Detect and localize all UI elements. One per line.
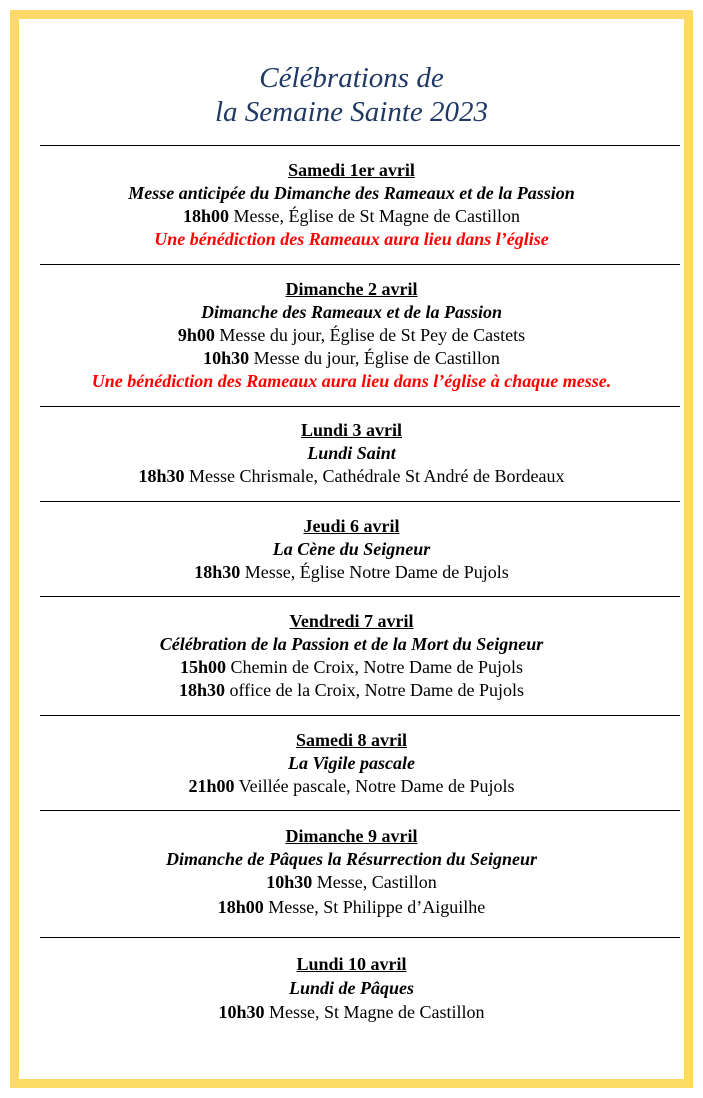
event-text: Messe, St Philippe d’Aiguilhe bbox=[263, 897, 486, 917]
section-samedi-8-avril bbox=[19, 729, 684, 798]
section-day: Samedi 1er avril bbox=[288, 160, 415, 180]
section-subtitle: Messe anticipée du Dimanche des Rameaux et de la Passion bbox=[128, 183, 575, 203]
event-time: 18h30 bbox=[194, 562, 241, 582]
event-line bbox=[19, 896, 684, 919]
event-time: 9h00 bbox=[177, 325, 215, 345]
event-text: Messe, Église Notre Dame de Pujols bbox=[240, 562, 509, 582]
event-time: 18h30 bbox=[138, 466, 185, 486]
section-subtitle: La Vigile pascale bbox=[288, 753, 415, 773]
event-line bbox=[19, 775, 684, 798]
section-subtitle: Célébration de la Passion et de la Mort du Seigneur bbox=[159, 634, 544, 654]
section-lundi-10-avril bbox=[19, 953, 684, 1024]
divider bbox=[40, 501, 680, 502]
divider bbox=[40, 596, 680, 597]
section-day: Lundi 3 avril bbox=[300, 420, 403, 440]
title-line-2: la Semaine Sainte 2023 bbox=[214, 96, 489, 128]
section-day: Lundi 10 avril bbox=[296, 954, 407, 974]
event-line bbox=[19, 205, 684, 228]
event-text: Messe Chrismale, Cathédrale St André de Bordeaux bbox=[184, 466, 565, 486]
event-text: Messe, Castillon bbox=[312, 872, 437, 892]
section-day: Dimanche 9 avril bbox=[285, 826, 418, 846]
section-subtitle: Lundi Saint bbox=[307, 443, 396, 463]
section-dimanche-9-avril bbox=[19, 825, 684, 919]
section-note: Une bénédiction des Rameaux aura lieu dans l’église bbox=[154, 229, 549, 249]
divider bbox=[40, 264, 680, 265]
event-line bbox=[19, 679, 684, 702]
event-time: 18h00 bbox=[183, 206, 230, 226]
event-line bbox=[19, 561, 684, 584]
event-text: Messe, Église de St Magne de Castillon bbox=[229, 206, 520, 226]
event-line bbox=[19, 1001, 684, 1024]
section-day: Vendredi 7 avril bbox=[289, 611, 414, 631]
event-text: Messe du jour, Église de St Pey de Castets bbox=[214, 325, 526, 345]
event-text: office de la Croix, Notre Dame de Pujols bbox=[224, 680, 525, 700]
section-vendredi-7-avril bbox=[19, 610, 684, 702]
event-line bbox=[19, 347, 684, 370]
divider bbox=[40, 145, 680, 146]
event-line bbox=[19, 324, 684, 347]
event-time: 10h30 bbox=[218, 1002, 265, 1022]
section-day: Jeudi 6 avril bbox=[303, 516, 400, 536]
event-time: 10h30 bbox=[203, 348, 250, 368]
section-jeudi-6-avril bbox=[19, 515, 684, 584]
event-time: 18h30 bbox=[178, 680, 225, 700]
event-time: 15h00 bbox=[180, 657, 227, 677]
section-day: Samedi 8 avril bbox=[296, 730, 407, 750]
divider bbox=[40, 937, 680, 938]
event-text: Chemin de Croix, Notre Dame de Pujols bbox=[226, 657, 523, 677]
section-dimanche-2-avril bbox=[19, 278, 684, 393]
section-samedi-1er-avril bbox=[19, 159, 684, 251]
event-time: 21h00 bbox=[188, 776, 235, 796]
section-note: Une bénédiction des Rameaux aura lieu dans l’église à chaque messe. bbox=[91, 371, 612, 391]
divider bbox=[40, 406, 680, 407]
event-text: Messe, St Magne de Castillon bbox=[264, 1002, 485, 1022]
section-subtitle: Lundi de Pâques bbox=[288, 978, 414, 998]
title-line-1: Célébrations de bbox=[259, 62, 444, 94]
section-subtitle: Dimanche des Rameaux et de la Passion bbox=[201, 302, 502, 322]
divider bbox=[40, 715, 680, 716]
section-subtitle: Dimanche de Pâques la Résurrection du Seigneur bbox=[165, 849, 538, 869]
event-line bbox=[19, 465, 684, 488]
page-frame bbox=[10, 10, 693, 1088]
event-text: Veillée pascale, Notre Dame de Pujols bbox=[234, 776, 515, 796]
event-text: Messe du jour, Église de Castillon bbox=[249, 348, 500, 368]
section-subtitle: La Cène du Seigneur bbox=[272, 539, 431, 559]
page-title bbox=[19, 61, 684, 129]
divider bbox=[40, 810, 680, 811]
event-line bbox=[19, 871, 684, 894]
event-line bbox=[19, 656, 684, 679]
section-day: Dimanche 2 avril bbox=[285, 279, 418, 299]
event-time: 18h00 bbox=[217, 897, 264, 917]
event-time: 10h30 bbox=[266, 872, 313, 892]
section-lundi-3-avril bbox=[19, 419, 684, 488]
